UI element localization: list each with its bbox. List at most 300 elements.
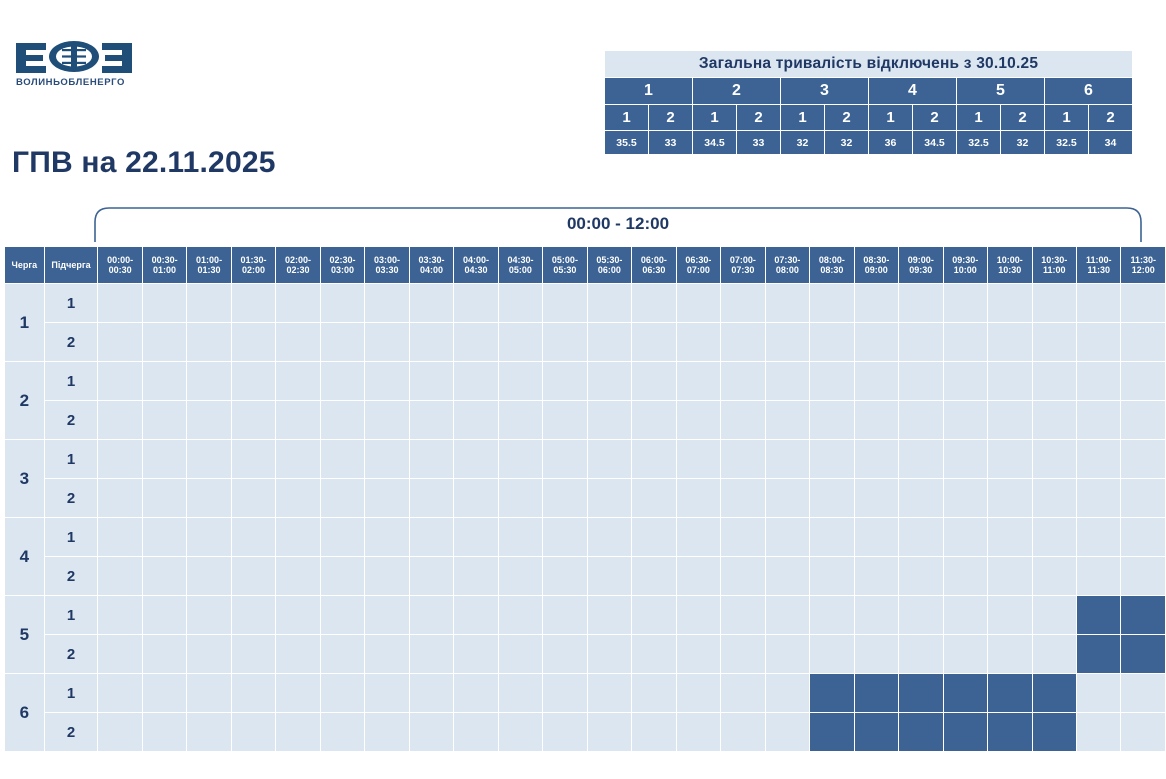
outage-cell-off <box>498 557 542 596</box>
outage-cell-off <box>543 557 587 596</box>
outage-cell-off <box>943 440 987 479</box>
summary-subqueue: 2 <box>913 105 957 131</box>
outage-cell-off <box>676 284 720 323</box>
outage-cell-off <box>587 674 631 713</box>
outage-cell-off <box>498 362 542 401</box>
outage-cell-off <box>988 518 1032 557</box>
outage-cell-off <box>231 362 275 401</box>
outage-cell-off <box>1121 440 1166 479</box>
outage-cell-off <box>943 596 987 635</box>
grid-header-row <box>5 247 1166 284</box>
outage-cell-off <box>899 557 943 596</box>
outage-cell-off <box>320 323 364 362</box>
outage-cell-off <box>276 635 320 674</box>
outage-cell-off <box>142 674 186 713</box>
outage-cell-off <box>943 401 987 440</box>
outage-cell-off <box>231 440 275 479</box>
outage-cell-off <box>187 362 231 401</box>
subqueue-label: 1 <box>44 674 98 713</box>
outage-cell-off <box>365 284 409 323</box>
outage-cell-off <box>231 518 275 557</box>
outage-cell-off <box>498 401 542 440</box>
outage-cell-off <box>765 362 809 401</box>
subqueue-label: 1 <box>44 284 98 323</box>
outage-cell-off <box>1121 713 1166 752</box>
outage-cell-off <box>632 557 676 596</box>
grid-header-timeslot: 02:00- 02:30 <box>276 247 320 284</box>
outage-cell-off <box>632 440 676 479</box>
summary-value: 35.5 <box>605 131 649 155</box>
outage-cell-on <box>854 713 898 752</box>
outage-cell-off <box>276 323 320 362</box>
outage-cell-off <box>721 479 765 518</box>
outage-cell-off <box>1032 518 1076 557</box>
outage-cell-off <box>498 674 542 713</box>
outage-cell-off <box>676 674 720 713</box>
outage-cell-off <box>988 362 1032 401</box>
outage-cell-off <box>676 518 720 557</box>
outage-cell-off <box>409 401 453 440</box>
outage-cell-off <box>276 674 320 713</box>
outage-cell-off <box>899 323 943 362</box>
summary-queue-row <box>605 78 1133 105</box>
outage-cell-off <box>142 284 186 323</box>
outage-cell-off <box>231 284 275 323</box>
outage-cell-off <box>98 557 142 596</box>
outage-cell-off <box>543 440 587 479</box>
outage-cell-off <box>988 401 1032 440</box>
summary-value: 32 <box>781 131 825 155</box>
summary-value: 32 <box>825 131 869 155</box>
summary-subqueue: 1 <box>693 105 737 131</box>
outage-cell-off <box>231 479 275 518</box>
outage-cell-off <box>320 674 364 713</box>
outage-cell-off <box>854 362 898 401</box>
outage-cell-off <box>676 401 720 440</box>
outage-cell-off <box>721 557 765 596</box>
outage-cell-off <box>365 440 409 479</box>
outage-cell-off <box>231 323 275 362</box>
outage-cell-off <box>498 596 542 635</box>
outage-cell-off <box>142 401 186 440</box>
outage-cell-off <box>365 323 409 362</box>
outage-cell-off <box>142 323 186 362</box>
outage-cell-off <box>365 362 409 401</box>
summary-value: 32 <box>1001 131 1045 155</box>
outage-cell-off <box>854 479 898 518</box>
outage-cell-off <box>632 596 676 635</box>
grid-header-queue: Черга <box>5 247 45 284</box>
outage-cell-off <box>721 323 765 362</box>
outage-cell-off <box>365 635 409 674</box>
outage-cell-off <box>943 479 987 518</box>
outage-cell-off <box>1077 713 1121 752</box>
outage-cell-off <box>1121 284 1166 323</box>
outage-cell-off <box>632 479 676 518</box>
summary-value: 36 <box>869 131 913 155</box>
grid-header-timeslot: 01:00- 01:30 <box>187 247 231 284</box>
outage-cell-off <box>943 557 987 596</box>
summary-subqueue-row <box>605 105 1133 131</box>
outage-cell-off <box>187 674 231 713</box>
outage-cell-off <box>854 440 898 479</box>
outage-cell-off <box>632 323 676 362</box>
outage-cell-off <box>320 713 364 752</box>
outage-cell-off <box>765 713 809 752</box>
outage-cell-on <box>1032 713 1076 752</box>
outage-cell-off <box>231 596 275 635</box>
outage-cell-off <box>187 323 231 362</box>
outage-cell-off <box>98 674 142 713</box>
summary-value: 34 <box>1089 131 1133 155</box>
outage-cell-off <box>676 635 720 674</box>
subqueue-label: 2 <box>44 401 98 440</box>
outage-cell-off <box>765 479 809 518</box>
outage-cell-off <box>721 518 765 557</box>
outage-cell-off <box>543 713 587 752</box>
outage-cell-off <box>899 362 943 401</box>
outage-cell-off <box>1032 401 1076 440</box>
queue-label: 3 <box>5 440 45 518</box>
summary-queue-6: 6 <box>1045 78 1133 105</box>
time-range-label: 00:00 - 12:00 <box>566 214 670 233</box>
outage-cell-off <box>409 284 453 323</box>
outage-cell-off <box>988 479 1032 518</box>
outage-cell-off <box>365 401 409 440</box>
grid-header-timeslot: 11:00- 11:30 <box>1077 247 1121 284</box>
outage-cell-off <box>142 440 186 479</box>
outage-cell-on <box>854 674 898 713</box>
outage-cell-off <box>454 440 498 479</box>
outage-cell-off <box>899 440 943 479</box>
outage-cell-off <box>721 362 765 401</box>
outage-cell-off <box>98 284 142 323</box>
outage-cell-off <box>765 596 809 635</box>
outage-cell-off <box>454 518 498 557</box>
outage-cell-off <box>587 713 631 752</box>
outage-cell-off <box>187 596 231 635</box>
queue-label: 5 <box>5 596 45 674</box>
outage-cell-off <box>454 479 498 518</box>
outage-cell-off <box>454 362 498 401</box>
outage-cell-off <box>854 284 898 323</box>
outage-cell-off <box>1032 479 1076 518</box>
summary-value: 33 <box>649 131 693 155</box>
outage-cell-off <box>365 518 409 557</box>
outage-cell-off <box>142 557 186 596</box>
outage-cell-off <box>498 713 542 752</box>
outage-cell-off <box>365 674 409 713</box>
outage-cell-off <box>721 440 765 479</box>
table-row <box>5 674 1166 713</box>
grid-header-timeslot: 07:30- 08:00 <box>765 247 809 284</box>
outage-cell-off <box>409 323 453 362</box>
grid-header-timeslot: 04:00- 04:30 <box>454 247 498 284</box>
outage-cell-off <box>765 674 809 713</box>
outage-cell-off <box>1121 401 1166 440</box>
outage-cell-off <box>365 557 409 596</box>
summary-subqueue: 1 <box>1045 105 1089 131</box>
outage-cell-off <box>320 362 364 401</box>
subqueue-label: 1 <box>44 596 98 635</box>
summary-subqueue: 2 <box>1089 105 1133 131</box>
outage-cell-off <box>365 713 409 752</box>
outage-cell-off <box>721 713 765 752</box>
grid-header-timeslot: 05:00- 05:30 <box>543 247 587 284</box>
outage-cell-on <box>943 674 987 713</box>
outage-cell-off <box>98 479 142 518</box>
outage-cell-off <box>409 362 453 401</box>
outage-cell-off <box>676 713 720 752</box>
outage-cell-off <box>587 635 631 674</box>
summary-subqueue: 2 <box>1001 105 1045 131</box>
outage-cell-off <box>899 518 943 557</box>
grid-header-subqueue: Підчерга <box>44 247 98 284</box>
outage-cell-off <box>1121 479 1166 518</box>
summary-subqueue: 1 <box>781 105 825 131</box>
outage-cell-off <box>899 401 943 440</box>
outage-cell-off <box>721 674 765 713</box>
summary-value: 34.5 <box>913 131 957 155</box>
outage-cell-off <box>454 323 498 362</box>
subqueue-label: 1 <box>44 362 98 401</box>
outage-cell-off <box>587 440 631 479</box>
page-title: ГПВ на 22.11.2025 <box>12 146 276 179</box>
outage-cell-off <box>587 596 631 635</box>
outage-cell-off <box>187 284 231 323</box>
outage-cell-off <box>1077 557 1121 596</box>
outage-cell-off <box>810 635 854 674</box>
outage-cell-off <box>721 284 765 323</box>
outage-cell-off <box>587 284 631 323</box>
outage-cell-off <box>276 362 320 401</box>
outage-cell-off <box>988 284 1032 323</box>
outage-cell-on <box>988 713 1032 752</box>
outage-cell-off <box>498 440 542 479</box>
table-row <box>5 284 1166 323</box>
outage-cell-off <box>676 557 720 596</box>
grid-header-timeslot: 09:30- 10:00 <box>943 247 987 284</box>
outage-cell-on <box>1032 674 1076 713</box>
subqueue-label: 2 <box>44 557 98 596</box>
grid-header-timeslot: 00:30- 01:00 <box>142 247 186 284</box>
outage-cell-off <box>543 596 587 635</box>
queue-label: 4 <box>5 518 45 596</box>
outage-cell-off <box>276 713 320 752</box>
outage-cell-on <box>1121 596 1166 635</box>
outage-cell-off <box>98 323 142 362</box>
outage-cell-off <box>1077 479 1121 518</box>
outage-cell-off <box>543 635 587 674</box>
outage-cell-off <box>409 440 453 479</box>
outage-cell-off <box>454 674 498 713</box>
outage-cell-off <box>632 362 676 401</box>
summary-title-row <box>605 51 1133 78</box>
outage-cell-off <box>320 518 364 557</box>
outage-cell-off <box>142 479 186 518</box>
outage-cell-off <box>142 518 186 557</box>
outage-cell-off <box>1121 557 1166 596</box>
table-row <box>5 479 1166 518</box>
grid-header-timeslot: 09:00- 09:30 <box>899 247 943 284</box>
outage-cell-off <box>454 635 498 674</box>
outage-cell-off <box>854 557 898 596</box>
outage-cell-off <box>543 284 587 323</box>
outage-cell-off <box>320 557 364 596</box>
outage-cell-off <box>810 440 854 479</box>
table-row <box>5 323 1166 362</box>
outage-cell-off <box>187 518 231 557</box>
summary-subqueue: 1 <box>605 105 649 131</box>
outage-cell-off <box>943 284 987 323</box>
outage-cell-off <box>142 713 186 752</box>
outage-cell-off <box>810 479 854 518</box>
outage-cell-off <box>988 323 1032 362</box>
outage-cell-off <box>899 479 943 518</box>
outage-cell-off <box>765 401 809 440</box>
outage-cell-off <box>98 518 142 557</box>
outage-cell-off <box>854 596 898 635</box>
outage-cell-off <box>231 713 275 752</box>
outage-cell-off <box>498 635 542 674</box>
outage-cell-off <box>454 401 498 440</box>
logo-caption: ВОЛИНЬОБЛЕНЕРГО <box>16 77 126 88</box>
outage-cell-off <box>765 284 809 323</box>
summary-value: 32.5 <box>1045 131 1089 155</box>
outage-cell-off <box>1032 284 1076 323</box>
subqueue-label: 2 <box>44 635 98 674</box>
outage-cell-off <box>1077 674 1121 713</box>
outage-cell-off <box>765 518 809 557</box>
outage-cell-off <box>365 596 409 635</box>
outage-cell-off <box>498 518 542 557</box>
grid-header-timeslot: 10:30- 11:00 <box>1032 247 1076 284</box>
grid-header-timeslot: 00:00- 00:30 <box>98 247 142 284</box>
outage-cell-off <box>899 596 943 635</box>
outage-cell-off <box>409 635 453 674</box>
outage-cell-off <box>1032 440 1076 479</box>
table-row <box>5 518 1166 557</box>
outage-cell-off <box>810 518 854 557</box>
outage-cell-off <box>1032 362 1076 401</box>
outage-cell-off <box>276 518 320 557</box>
outage-cell-off <box>187 479 231 518</box>
outage-cell-off <box>676 479 720 518</box>
subqueue-label: 1 <box>44 440 98 479</box>
summary-value: 34.5 <box>693 131 737 155</box>
outage-cell-off <box>454 596 498 635</box>
outage-cell-off <box>943 518 987 557</box>
outage-cell-off <box>543 479 587 518</box>
outage-cell-off <box>676 362 720 401</box>
grid-header-timeslot: 06:30- 07:00 <box>676 247 720 284</box>
outage-cell-on <box>1077 635 1121 674</box>
outage-cell-off <box>454 713 498 752</box>
grid-header-timeslot: 05:30- 06:00 <box>587 247 631 284</box>
company-logo <box>14 40 204 88</box>
outage-cell-off <box>587 557 631 596</box>
outage-cell-off <box>632 635 676 674</box>
outage-cell-off <box>409 596 453 635</box>
outage-cell-off <box>231 635 275 674</box>
summary-subqueue: 1 <box>957 105 1001 131</box>
outage-cell-off <box>320 401 364 440</box>
grid-header-timeslot: 08:00- 08:30 <box>810 247 854 284</box>
outage-cell-off <box>765 557 809 596</box>
outage-cell-off <box>587 479 631 518</box>
outage-cell-off <box>231 401 275 440</box>
outage-cell-off <box>454 284 498 323</box>
outage-cell-off <box>409 557 453 596</box>
outage-cell-off <box>632 401 676 440</box>
outage-cell-on <box>1121 635 1166 674</box>
summary-value: 32.5 <box>957 131 1001 155</box>
outage-cell-off <box>943 635 987 674</box>
outage-cell-off <box>988 440 1032 479</box>
outage-cell-on <box>988 674 1032 713</box>
outage-cell-off <box>142 596 186 635</box>
outage-cell-off <box>276 479 320 518</box>
subqueue-label: 1 <box>44 518 98 557</box>
outage-cell-off <box>676 323 720 362</box>
outage-cell-off <box>187 440 231 479</box>
grid-header-timeslot: 08:30- 09:00 <box>854 247 898 284</box>
table-row <box>5 401 1166 440</box>
outage-cell-on <box>899 713 943 752</box>
outage-cell-off <box>498 323 542 362</box>
outage-cell-off <box>899 284 943 323</box>
outage-cell-off <box>1121 674 1166 713</box>
outage-cell-off <box>498 284 542 323</box>
outage-cell-off <box>409 479 453 518</box>
outage-cell-off <box>276 284 320 323</box>
outage-cell-off <box>320 440 364 479</box>
outage-cell-off <box>587 362 631 401</box>
grid-header-timeslot: 01:30- 02:00 <box>231 247 275 284</box>
outage-cell-off <box>543 518 587 557</box>
outage-cell-off <box>409 518 453 557</box>
outage-cell-off <box>632 284 676 323</box>
outage-cell-off <box>810 323 854 362</box>
grid-header-timeslot: 02:30- 03:00 <box>320 247 364 284</box>
outage-cell-on <box>899 674 943 713</box>
summary-subqueue: 2 <box>737 105 781 131</box>
outage-cell-off <box>1077 440 1121 479</box>
outage-cell-off <box>854 401 898 440</box>
table-row <box>5 440 1166 479</box>
outage-cell-off <box>1032 635 1076 674</box>
outage-cell-off <box>1032 557 1076 596</box>
outage-cell-off <box>187 635 231 674</box>
outage-cell-off <box>810 362 854 401</box>
outage-cell-off <box>765 635 809 674</box>
outage-cell-off <box>231 557 275 596</box>
outage-cell-off <box>276 557 320 596</box>
outage-cell-off <box>765 323 809 362</box>
outage-cell-off <box>1121 518 1166 557</box>
outage-cell-off <box>1077 518 1121 557</box>
outage-cell-off <box>988 557 1032 596</box>
outage-cell-off <box>276 401 320 440</box>
outage-cell-off <box>320 596 364 635</box>
outage-cell-off <box>810 557 854 596</box>
outage-cell-off <box>187 401 231 440</box>
outage-cell-off <box>98 440 142 479</box>
outage-cell-off <box>98 362 142 401</box>
queue-label: 2 <box>5 362 45 440</box>
outage-cell-on <box>943 713 987 752</box>
outage-cell-off <box>1077 401 1121 440</box>
